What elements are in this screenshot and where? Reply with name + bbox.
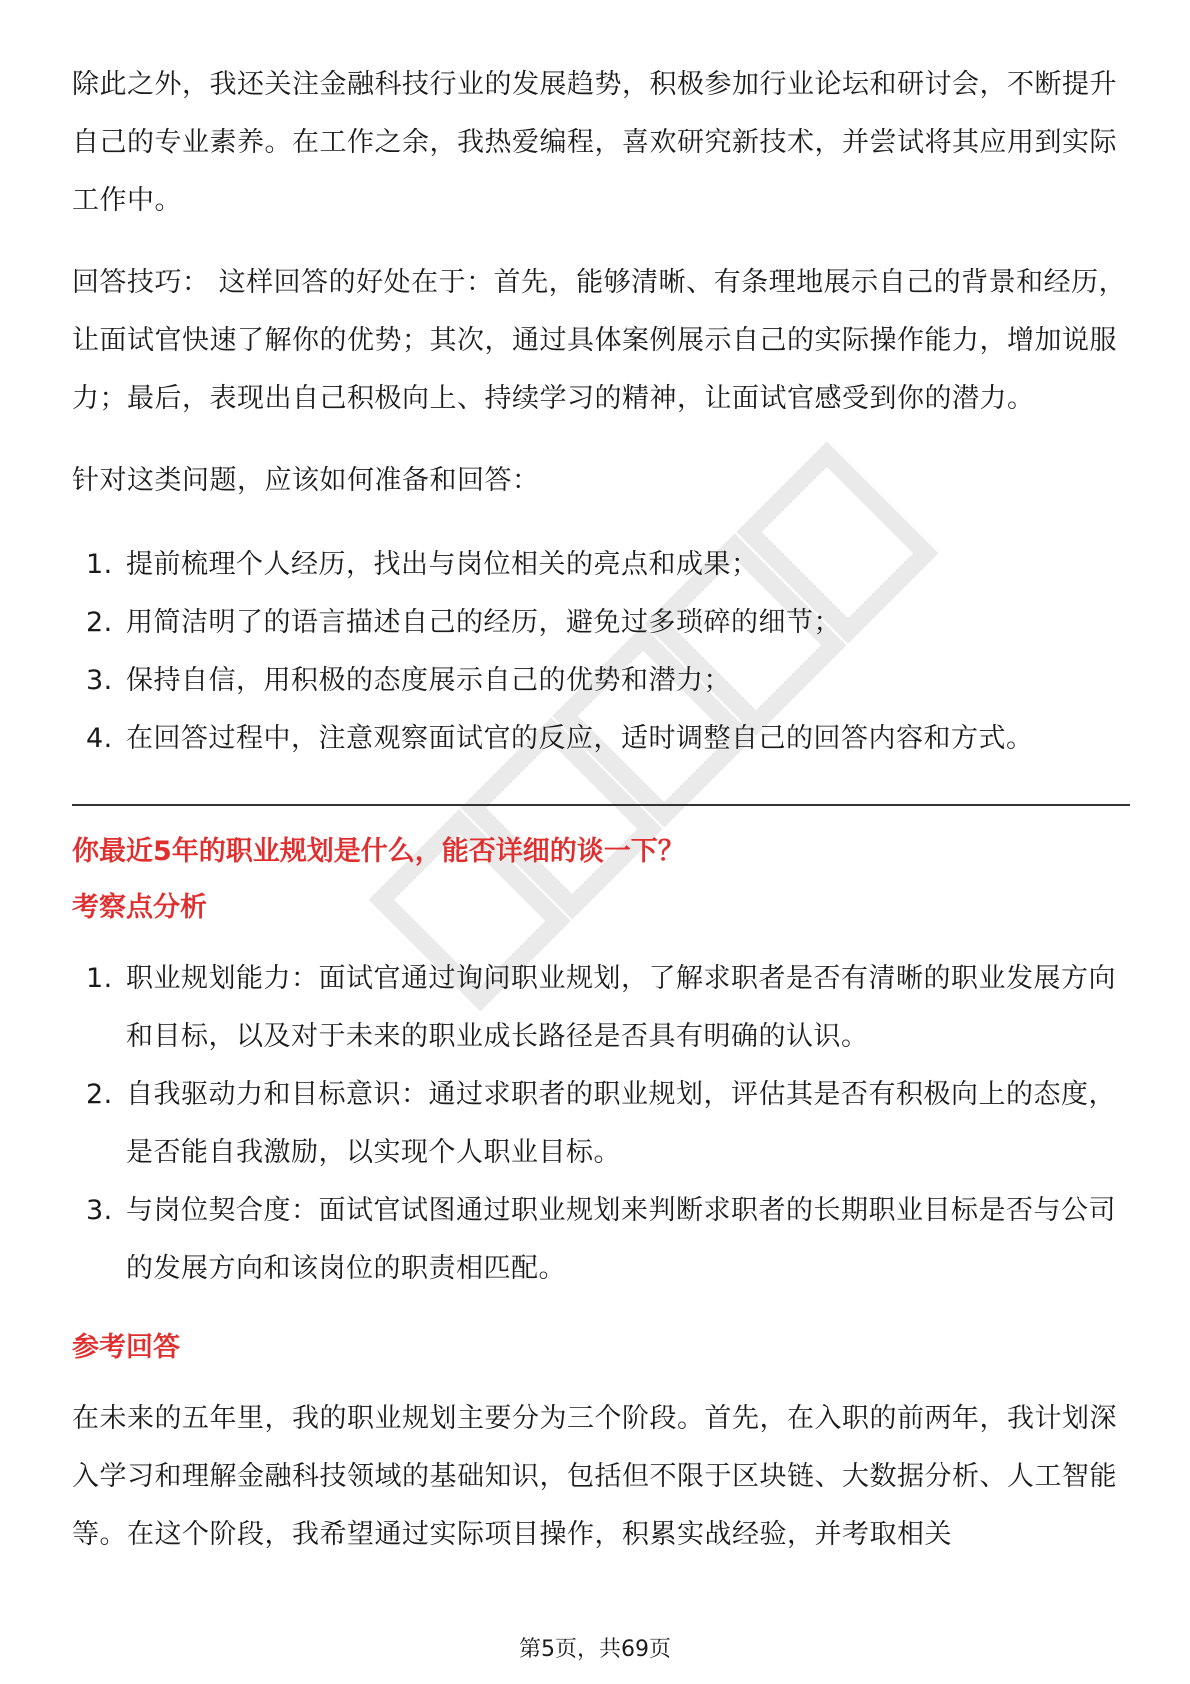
prepare-heading: 针对这类问题，应该如何准备和回答： — [72, 465, 540, 496]
list-item-text: 在回答过程中，注意观察面试官的反应，适时调整自己的回答内容和方式。 — [126, 723, 1034, 754]
list-item-text: 保持自信，用积极的态度展示自己的优势和潜力； — [126, 665, 731, 696]
list-item — [72, 594, 1130, 652]
list-item-number: 3. — [86, 665, 113, 696]
list-item — [72, 1182, 1130, 1298]
list-item — [72, 950, 1130, 1066]
list-item — [72, 1066, 1130, 1182]
analysis-heading: 考察点分析 — [72, 892, 207, 923]
document-page — [72, 56, 1130, 1564]
answer-heading: 参考回答 — [72, 1332, 180, 1363]
section-divider — [72, 804, 1130, 806]
page-footer: 第5页，共69页 — [519, 1637, 671, 1662]
answer-paragraph: 在未来的五年里，我的职业规划主要分为三个阶段。首先，在入职的前两年，我计划深入学习和理解金融科技领域的基础知识，包括但不限于区块链、大数据分析、人工智能等。在这个阶段，我希望通过实际项目操作，积累实战经验，并考取相关 — [72, 1403, 1117, 1550]
list-item — [72, 536, 1130, 594]
list-item-text: 与岗位契合度：面试官试图通过职业规划来判断求职者的长期职业目标是否与公司的发展方向和该岗位的职责相匹配。 — [126, 1195, 1116, 1284]
list-item-number: 1. — [86, 963, 113, 994]
list-item-number: 2. — [86, 1079, 113, 1110]
list-item-text: 职业规划能力：面试官通过询问职业规划，了解求职者是否有清晰的职业发展方向和目标，以及对于未来的职业成长路径是否具有明确的认识。 — [126, 963, 1116, 1052]
list-item-text: 提前梳理个人经历，找出与岗位相关的亮点和成果； — [126, 549, 759, 580]
list-item-text: 自我驱动力和目标意识：通过求职者的职业规划，评估其是否有积极向上的态度，是否能自我激励，以实现个人职业目标。 — [126, 1079, 1116, 1168]
list-item-number: 4. — [86, 723, 113, 754]
list-item-number: 2. — [86, 607, 113, 638]
intro-paragraph: 除此之外，我还关注金融科技行业的发展趋势，积极参加行业论坛和研讨会，不断提升自己的专业素养。在工作之余，我热爱编程，喜欢研究新技术，并尝试将其应用到实际工作中。 — [72, 69, 1117, 216]
analysis-list — [72, 950, 1130, 1298]
prepare-list — [72, 536, 1130, 768]
tips-paragraph: 回答技巧： 这样回答的好处在于：首先，能够清晰、有条理地展示自己的背景和经历，让面试官快速了解你的优势；其次，通过具体案例展示自己的实际操作能力，增加说服力；最后，表现出自己积极向上、持续学习的精神，让面试官感受到你的潜力。 — [72, 267, 1127, 414]
list-item — [72, 652, 1130, 710]
list-item-number: 1. — [86, 549, 113, 580]
question-title: 你最近5年的职业规划是什么，能否详细的谈一下？ — [72, 836, 685, 867]
list-item-number: 3. — [86, 1195, 113, 1226]
list-item — [72, 710, 1130, 768]
list-item-text: 用简洁明了的语言描述自己的经历，避免过多琐碎的细节； — [126, 607, 841, 638]
